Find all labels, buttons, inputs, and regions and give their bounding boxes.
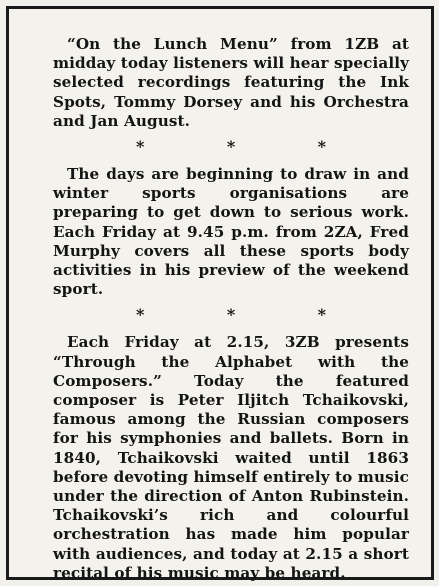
paragraph-lunch-menu: “On the Lunch Menu” from 1ZB at midday today listeners will hear specially selected recordings featuring the Ink Spots, Tommy Dorsey and his Orchestra and Jan August. (53, 35, 409, 130)
separator-star: * (226, 137, 236, 157)
paragraph-winter-sports: The days are beginning to draw in and winter sports organisations are preparing to get down to serious work. Each Friday at 9.45 p.m. from 2ZA, Fred Murphy covers all these sports body activities in his preview of the weekend sport. (53, 165, 409, 299)
separator-star: * (136, 137, 145, 157)
separator-star: * (136, 305, 145, 325)
separator-star: * (317, 137, 326, 157)
separator-star: * (317, 305, 326, 325)
article-frame (6, 6, 434, 580)
separator-stars-1 (136, 138, 326, 156)
separator-stars-2 (136, 306, 326, 324)
separator-star: * (226, 305, 236, 325)
paragraph-tchaikovski: Each Friday at 2.15, 3ZB presents “Through the Alphabet with the Composers.” Today the featured composer is Peter Iljitch Tchaikovski, famous among the Russian composers for his symphonies and ballets. Born in 1840, Tchaikovski waited until 1863 before devoting himself entirely to music under the direction of Anton Rubinstein. Tchaikovski’s rich and colourful orchestration has made him popular with audiences, and today at 2.15 a short recital of his music may be heard. (53, 333, 409, 582)
article-column (53, 35, 409, 583)
